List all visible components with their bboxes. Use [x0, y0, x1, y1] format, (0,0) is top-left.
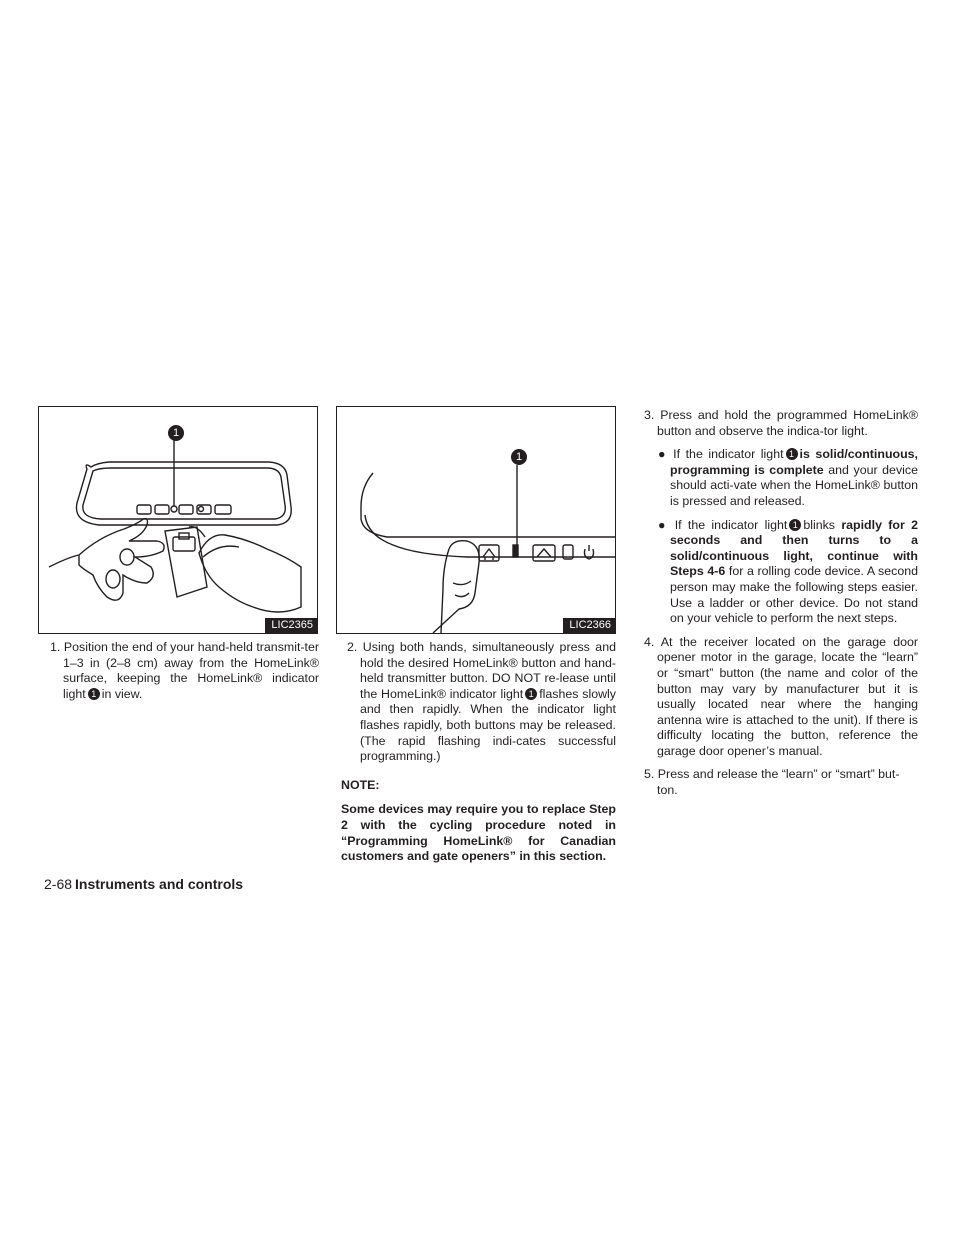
bullet-bold-text: rapidly for 2 seconds and then turns to a solid/continuous light, continue with Steps 4-6: [670, 517, 918, 579]
figure-callout-1: 1: [168, 425, 184, 441]
step-number: 3.: [644, 408, 655, 422]
note-heading: NOTE:: [341, 777, 380, 792]
step-number: 1.: [50, 640, 61, 654]
mirror-transmitter-illustration: [39, 407, 317, 633]
bullet-text: for a rolling code device. A second person may make the following steps easier. Use a ladder or other device. Do not stand on your vehicle to perform the next steps.: [670, 564, 919, 626]
step-4: [638, 635, 918, 760]
bullet-icon: ●: [658, 447, 668, 462]
column-middle: [341, 640, 616, 865]
mirror-indicator-illustration: [337, 407, 615, 633]
figure-code: LIC2365: [265, 618, 317, 633]
callout-marker: 1: [88, 688, 100, 700]
page-footer: [44, 876, 243, 892]
step-text: Using both hands, simultaneously press and hold the desired HomeLink® button and hand-held transmitter button. DO NOT re-lease until the HomeLink® indicator light: [360, 640, 616, 701]
bullet-text: and your device should acti-vate when the HomeLink® button is pressed and released.: [670, 462, 918, 508]
step-text: Position the end of your hand-held transmit-ter 1–3 in (2–8 cm) away from the HomeLink® surface, keeping the HomeLink® indicator light: [63, 640, 319, 701]
step-1: [44, 640, 319, 702]
bullet-text: blinks: [803, 517, 835, 532]
step-text: Press and release the “learn” or “smart” but-ton.: [657, 767, 900, 798]
figure-callout-1: 1: [511, 449, 527, 465]
step-number: 5.: [644, 767, 655, 782]
step-number: 4.: [644, 634, 655, 649]
bullet-bold-text: is solid/continuous, programming is complete: [670, 447, 918, 477]
section-title: Instruments and controls: [75, 876, 244, 892]
bullet-text: If the indicator light: [674, 517, 788, 532]
callout-marker: 1: [525, 688, 537, 700]
note-body: Some devices may require you to replace Step 2 with the cycling procedure noted in “Programming HomeLink® for Canadian customers and gate openers” in this section.: [341, 802, 616, 864]
step-5: [638, 767, 918, 798]
column-right: [638, 408, 918, 799]
step-2: [341, 640, 616, 765]
bullet-item: [638, 518, 918, 627]
figure-mirror-transmitter: [38, 406, 318, 634]
column-left: [44, 640, 319, 702]
page-number: 2-68: [44, 876, 73, 892]
bullet-icon: ●: [658, 517, 669, 532]
step-text: At the receiver located on the garage door opener motor in the garage, locate the “learn” or “smart” button (the name and color of the button may vary by manufacturer but it is usually located near where the hanging antenna wire is attached to the unit). If there is difficulty locating the button, reference the garage door opener’s manual.: [657, 634, 918, 758]
callout-marker: 1: [789, 519, 801, 531]
bullet-text: If the indicator light: [673, 447, 784, 462]
step-number: 2.: [347, 640, 358, 654]
step-text: in view.: [101, 686, 143, 701]
step-3: [638, 408, 918, 439]
bullet-item: [638, 447, 918, 509]
figure-code: LIC2366: [563, 618, 615, 633]
step-text: flashes slowly and then rapidly. When the indicator light flashes rapidly, both buttons may be released. (The rapid flashing indi-cates successful programming.): [360, 686, 617, 764]
figure-mirror-indicator: [336, 406, 616, 634]
step-text: Press and hold the programmed HomeLink® button and observe the indica-tor light.: [657, 408, 918, 438]
callout-marker: 1: [786, 448, 798, 460]
